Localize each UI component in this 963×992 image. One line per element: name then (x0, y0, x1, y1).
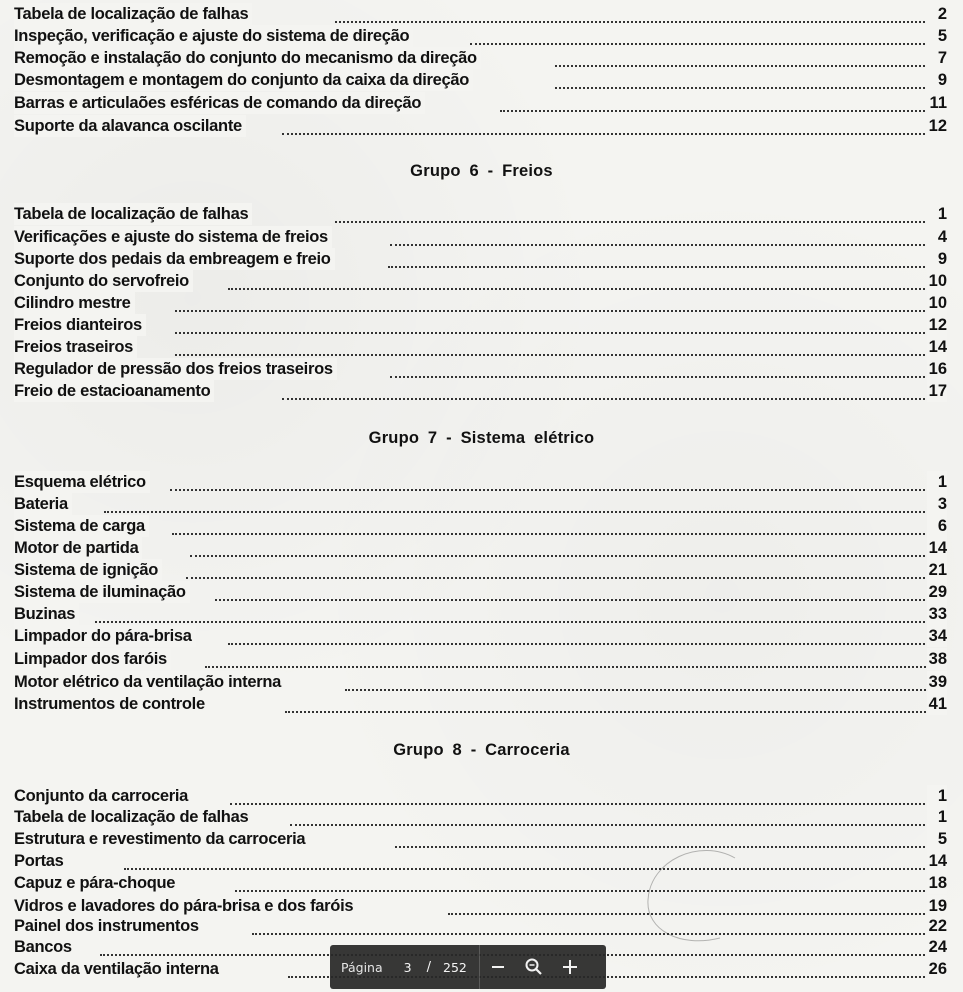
toc-entry-title: Freio de estacioanamento (14, 380, 214, 402)
toc-row (0, 226, 963, 248)
toc-row (0, 625, 963, 647)
toc-leader-dots (282, 130, 929, 135)
toc-entry-page: 9 (927, 69, 947, 91)
toc-leader-dots (345, 686, 929, 691)
toc-leader-dots (172, 530, 929, 535)
toc-row (0, 292, 963, 314)
toc-row (0, 92, 963, 114)
toc-row (0, 648, 963, 670)
toc-entry-title: Desmontagem e montagem do conjunto da caixa da direção (14, 69, 473, 91)
toc-entry-title: Verificações e ajuste do sistema de freios (14, 226, 332, 248)
toc-row (0, 203, 963, 225)
toc-entry-page: 19 (928, 897, 947, 915)
toc-entry-page: 26 (928, 960, 947, 978)
group-heading (0, 160, 963, 182)
group-heading-text: Grupo 6 - Freios (410, 162, 553, 180)
toc-leader-dots (500, 107, 929, 112)
toc-entry-title: Vidros e lavadores do pára-brisa e dos faróis (14, 895, 357, 917)
toc-entry-title: Estrutura e revestimento da carroceria (14, 828, 309, 850)
toc-entry-page: 38 (928, 650, 947, 668)
toc-leader-dots (395, 843, 929, 848)
toc-entry-title: Instrumentos de controle (14, 693, 209, 715)
toc-entry-page: 1 (927, 806, 947, 828)
toc-entry-page: 2 (927, 3, 947, 25)
toc-leader-dots (335, 18, 929, 23)
toc-entry-title: Buzinas (14, 603, 79, 625)
toc-entry-title: Conjunto da carroceria (14, 785, 192, 807)
toc-row (0, 785, 963, 807)
toc-entry-title: Freios traseiros (14, 336, 137, 358)
toc-leader-dots (555, 84, 929, 89)
toc-row (0, 806, 963, 828)
toc-entry-page: 34 (928, 627, 947, 645)
toc-entry-title: Painel dos instrumentos (14, 915, 203, 937)
toc-leader-dots (124, 865, 929, 870)
toc-entry-title: Limpador dos faróis (14, 648, 171, 670)
toc-leader-dots (388, 263, 929, 268)
toc-row (0, 537, 963, 559)
zoom-fit-icon (524, 957, 544, 977)
pdf-page-toolbar (330, 945, 606, 989)
toc-row (0, 248, 963, 270)
toc-leader-dots (175, 351, 929, 356)
zoom-out-icon (490, 959, 506, 975)
toc-leader-dots (390, 373, 929, 378)
toc-entry-title: Motor elétrico da ventilação interna (14, 671, 285, 693)
toc-entry-title: Bateria (14, 493, 72, 515)
toc-leader-dots (282, 395, 929, 400)
toc-entry-page: 29 (928, 583, 947, 601)
toc-row (0, 115, 963, 137)
toc-row (0, 559, 963, 581)
toc-entry-page: 14 (928, 338, 947, 356)
toc-entry-page: 14 (928, 852, 947, 870)
toc-row (0, 69, 963, 91)
toc-row (0, 314, 963, 336)
zoom-in-button[interactable] (552, 945, 588, 989)
toc-row (0, 693, 963, 715)
toc-entry-title: Sistema de carga (14, 515, 149, 537)
page-separator: / (426, 959, 432, 975)
current-page-input[interactable]: 3 (403, 959, 412, 975)
toc-entry-page: 17 (928, 382, 947, 400)
toc-entry-title: Motor de partida (14, 537, 142, 559)
toc-leader-dots (170, 486, 929, 491)
toc-entry-page: 21 (928, 561, 947, 579)
toc-leader-dots (228, 640, 929, 645)
toc-row (0, 336, 963, 358)
toc-leader-dots (104, 508, 929, 513)
toc-entry-title: Conjunto do servofreio (14, 270, 193, 292)
toc-leader-dots (448, 910, 929, 915)
toc-entry-page: 1 (927, 203, 947, 225)
toc-leader-dots (95, 618, 929, 623)
toc-row (0, 915, 963, 937)
toc-row (0, 671, 963, 693)
toc-leader-dots (285, 708, 929, 713)
toc-leader-dots (190, 552, 929, 557)
group-heading (0, 427, 963, 449)
toc-leader-dots (390, 241, 929, 246)
toc-entry-page: 3 (927, 493, 947, 515)
toc-leader-dots (205, 663, 929, 668)
toc-row (0, 47, 963, 69)
toc-entry-page: 1 (927, 785, 947, 807)
toc-entry-title: Tabela de localização de falhas (14, 203, 252, 225)
toc-entry-title: Esquema elétrico (14, 471, 150, 493)
toc-leader-dots (186, 574, 929, 579)
group-heading-text: Grupo 8 - Carroceria (393, 741, 570, 759)
toc-entry-page: 41 (928, 695, 947, 713)
toc-row (0, 828, 963, 850)
toc-entry-page: 12 (928, 316, 947, 334)
toc-leader-dots (175, 329, 929, 334)
toc-row (0, 515, 963, 537)
group-heading (0, 739, 963, 761)
page-label: Página (341, 959, 383, 975)
toc-leader-dots (228, 285, 929, 290)
toc-row (0, 581, 963, 603)
toc-entry-title: Sistema de iluminação (14, 581, 190, 603)
zoom-fit-button[interactable] (516, 945, 552, 989)
toc-entry-page: 18 (928, 874, 947, 892)
toc-leader-dots (230, 800, 929, 805)
toc-entry-page: 1 (927, 471, 947, 493)
toc-entry-page: 9 (927, 248, 947, 270)
toc-leader-dots (215, 596, 929, 601)
toc-entry-title: Suporte dos pedais da embreagem e freio (14, 248, 335, 270)
toc-entry-title: Regulador de pressão dos freios traseiros (14, 358, 337, 380)
toc-entry-title: Suporte da alavanca oscilante (14, 115, 246, 137)
toc-entry-title: Remoção e instalação do conjunto do mecanismo da direção (14, 47, 481, 69)
toc-entry-title: Cilindro mestre (14, 292, 135, 314)
toc-row (0, 850, 963, 872)
toc-row (0, 358, 963, 380)
toc-entry-page: 10 (928, 272, 947, 290)
toc-row (0, 3, 963, 25)
toc-row (0, 270, 963, 292)
toc-leader-dots (335, 218, 929, 223)
toc-entry-page: 16 (928, 360, 947, 378)
toc-entry-page: 7 (927, 47, 947, 69)
toc-entry-title: Caixa da ventilação interna (14, 958, 223, 980)
toc-row (0, 380, 963, 402)
toc-leader-dots (252, 930, 929, 935)
toc-entry-title: Freios dianteiros (14, 314, 146, 336)
toc-entry-page: 12 (928, 117, 947, 135)
toc-leader-dots (555, 62, 929, 67)
toc-row (0, 493, 963, 515)
toc-entry-page: 10 (928, 294, 947, 312)
toc-row (0, 895, 963, 917)
toc-entry-page: 5 (927, 828, 947, 850)
toc-entry-page: 24 (928, 938, 947, 956)
toc-entry-page: 14 (928, 539, 947, 557)
toc-leader-dots (235, 887, 929, 892)
toc-entry-page: 11 (927, 92, 947, 114)
toc-entry-title: Sistema de ignição (14, 559, 162, 581)
zoom-out-button[interactable] (480, 945, 516, 989)
group-heading-text: Grupo 7 - Sistema elétrico (368, 429, 595, 447)
toc-entry-title: Inspeção, verificação e ajuste do sistema de direção (14, 25, 413, 47)
toc-row (0, 471, 963, 493)
toc-row (0, 603, 963, 625)
toc-entry-title: Tabela de localização de falhas (14, 3, 252, 25)
toc-leader-dots (470, 40, 929, 45)
toc-leader-dots (290, 821, 929, 826)
toc-entry-title: Capuz e pára-choque (14, 872, 179, 894)
zoom-in-icon (561, 958, 579, 976)
toc-entry-title: Limpador do pára-brisa (14, 625, 196, 647)
toc-entry-page: 6 (927, 515, 947, 537)
toc-entry-title: Portas (14, 850, 68, 872)
toc-entry-page: 22 (928, 917, 947, 935)
toc-entry-page: 5 (927, 25, 947, 47)
toc-row (0, 25, 963, 47)
toc-row (0, 872, 963, 894)
toc-leader-dots (175, 307, 929, 312)
toc-entry-page: 33 (928, 605, 947, 623)
toc-entry-title: Barras e articulaões esféricas de comando da direção (14, 92, 425, 114)
toc-entry-title: Tabela de localização de falhas (14, 806, 252, 828)
toc-entry-page: 39 (928, 673, 947, 691)
toc-entry-title: Bancos (14, 936, 76, 958)
toc-entry-page: 4 (927, 226, 947, 248)
total-pages: 252 (443, 959, 467, 975)
